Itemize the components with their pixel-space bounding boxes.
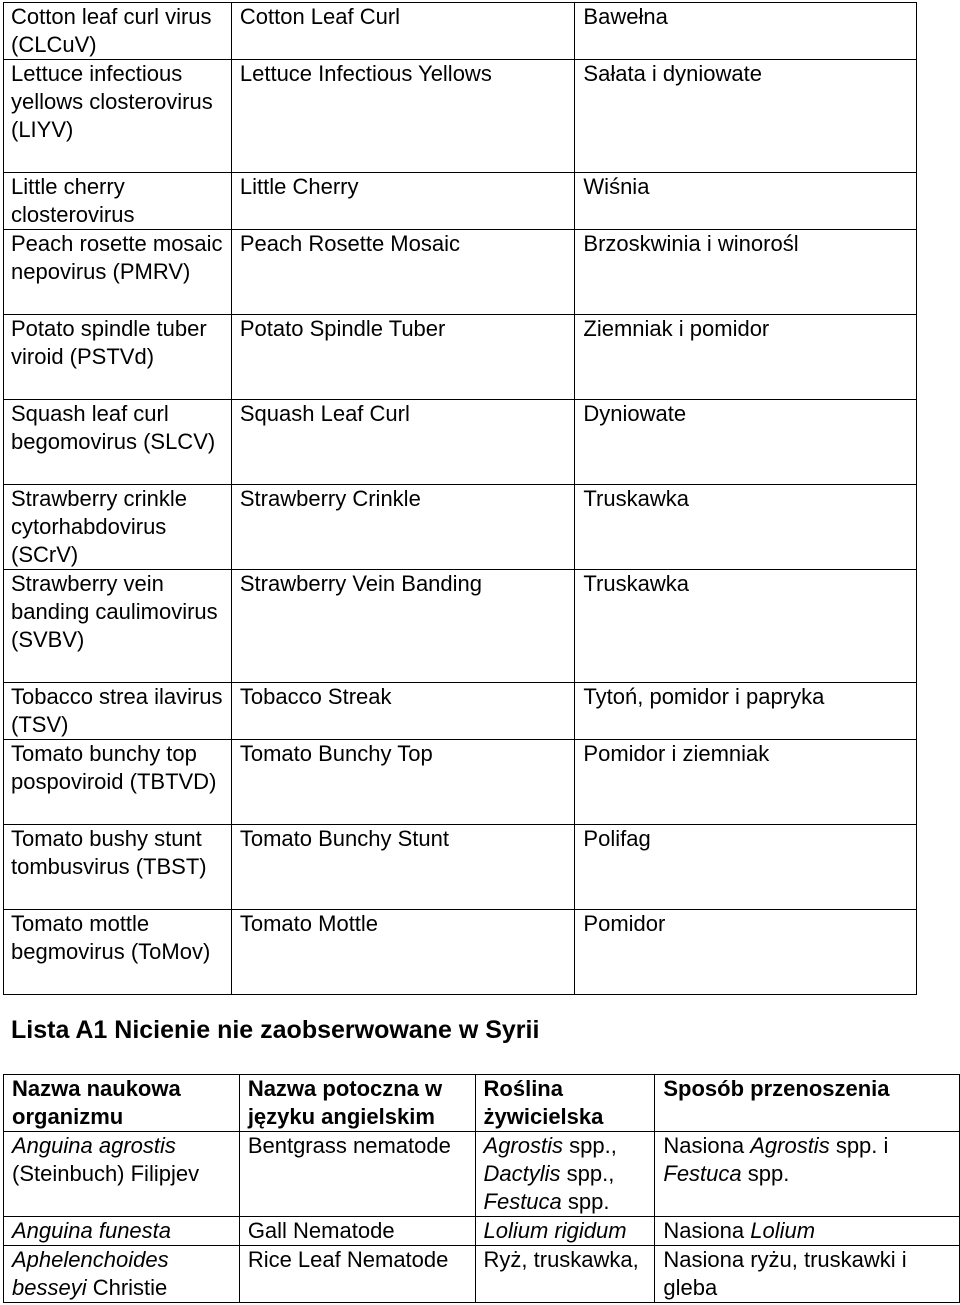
table-row [4,1132,960,1217]
scientific-name-italic: Aphelenchoides besseyi [12,1247,169,1300]
transmission-text: spp. i [829,1133,889,1158]
scientific-name-cell [4,1217,240,1246]
genus-name: Lolium [750,1218,816,1243]
host-text: spp., [560,1161,615,1186]
table-row [4,1246,960,1303]
host-cell: Bawełna [575,3,917,60]
common-name-cell: Rice Leaf Nematode [239,1246,475,1303]
nematode-table [3,1074,960,1303]
host-cell: Truskawka [575,570,917,683]
genus-name: Festuca [483,1189,562,1214]
genus-name: Festuca [663,1161,742,1186]
common-name-cell: Strawberry Vein Banding [231,570,575,683]
scientific-name-cell [4,1132,240,1217]
table-row [4,315,917,400]
scientific-name-italic: Anguina funesta [12,1218,172,1243]
host-cell: Tytoń, pomidor i papryka [575,683,917,740]
scientific-name-italic: Anguina agrostis [12,1133,176,1158]
host-cell: Pomidor [575,910,917,995]
common-name-cell: Potato Spindle Tuber [231,315,575,400]
header-common-name: Nazwa potoczna w języku angielskim [239,1075,475,1132]
common-name-cell: Squash Leaf Curl [231,400,575,485]
common-name-cell: Bentgrass nematode [239,1132,475,1217]
scientific-name-cell: Tomato bushy stunt tombusvirus (TBST) [4,825,232,910]
transmission-text: Nasiona [663,1218,751,1243]
host-cell: Truskawka [575,485,917,570]
genus-name: Agrostis [483,1133,563,1158]
table-row [4,230,917,315]
table-header-row [4,1075,960,1132]
scientific-name-author: (Steinbuch) Filipjev [12,1161,200,1186]
host-cell: Brzoskwinia i winorośl [575,230,917,315]
host-cell: Pomidor i ziemniak [575,740,917,825]
table-row [4,1217,960,1246]
header-scientific-name: Nazwa naukowa organizmu [4,1075,240,1132]
scientific-name-cell: Lettuce infectious yellows closterovirus (LIYV) [4,60,232,173]
transmission-cell: Nasiona ryżu, truskawki i gleba [655,1246,960,1303]
table-row [4,683,917,740]
scientific-name-cell: Little cherry closterovirus [4,173,232,230]
table-row [4,60,917,173]
virus-table [3,2,917,995]
table-row [4,173,917,230]
table-row [4,570,917,683]
host-cell: Wiśnia [575,173,917,230]
scientific-name-cell: Potato spindle tuber viroid (PSTVd) [4,315,232,400]
table-row [4,400,917,485]
section-heading: Lista A1 Nicienie nie zaobserwowane w Syrii [11,1016,540,1044]
table-row [4,825,917,910]
common-name-cell: Tomato Bunchy Stunt [231,825,575,910]
common-name-cell: Little Cherry [231,173,575,230]
scientific-name-cell: Strawberry vein banding caulimovirus (SVBV) [4,570,232,683]
scientific-name-author: Christie [86,1275,168,1300]
host-cell: Polifag [575,825,917,910]
common-name-cell: Gall Nematode [239,1217,475,1246]
table-row [4,740,917,825]
scientific-name-cell: Tomato bunchy top pospoviroid (TBTVD) [4,740,232,825]
common-name-cell: Tobacco Streak [231,683,575,740]
transmission-text: Nasiona [663,1133,751,1158]
host-cell: Sałata i dyniowate [575,60,917,173]
genus-name: Dactylis [483,1161,561,1186]
common-name-cell: Strawberry Crinkle [231,485,575,570]
host-cell [475,1132,655,1217]
common-name-cell: Tomato Mottle [231,910,575,995]
common-name-cell: Peach Rosette Mosaic [231,230,575,315]
common-name-cell: Tomato Bunchy Top [231,740,575,825]
common-name-cell: Cotton Leaf Curl [231,3,575,60]
scientific-name-cell: Tobacco strea ilavirus (TSV) [4,683,232,740]
scientific-name-cell: Peach rosette mosaic nepovirus (PMRV) [4,230,232,315]
host-cell: Lolium rigidum [475,1217,655,1246]
host-cell: Ryż, truskawka, [475,1246,655,1303]
host-text: spp. [561,1189,610,1214]
scientific-name-cell: Strawberry crinkle cytorhabdovirus (SCrV) [4,485,232,570]
host-cell: Ziemniak i pomidor [575,315,917,400]
transmission-text: spp. [741,1161,790,1186]
header-transmission: Sposób przenoszenia [655,1075,960,1132]
host-cell: Dyniowate [575,400,917,485]
header-host-plant: Roślina żywicielska [475,1075,655,1132]
scientific-name-cell: Cotton leaf curl virus (CLCuV) [4,3,232,60]
scientific-name-cell [4,1246,240,1303]
table-row [4,910,917,995]
scientific-name-cell: Squash leaf curl begomovirus (SLCV) [4,400,232,485]
table-row [4,485,917,570]
transmission-cell [655,1217,960,1246]
table-row [4,3,917,60]
genus-name: Agrostis [750,1133,830,1158]
scientific-name-cell: Tomato mottle begmovirus (ToMov) [4,910,232,995]
host-text: spp., [563,1133,617,1158]
transmission-cell [655,1132,960,1217]
common-name-cell: Lettuce Infectious Yellows [231,60,575,173]
